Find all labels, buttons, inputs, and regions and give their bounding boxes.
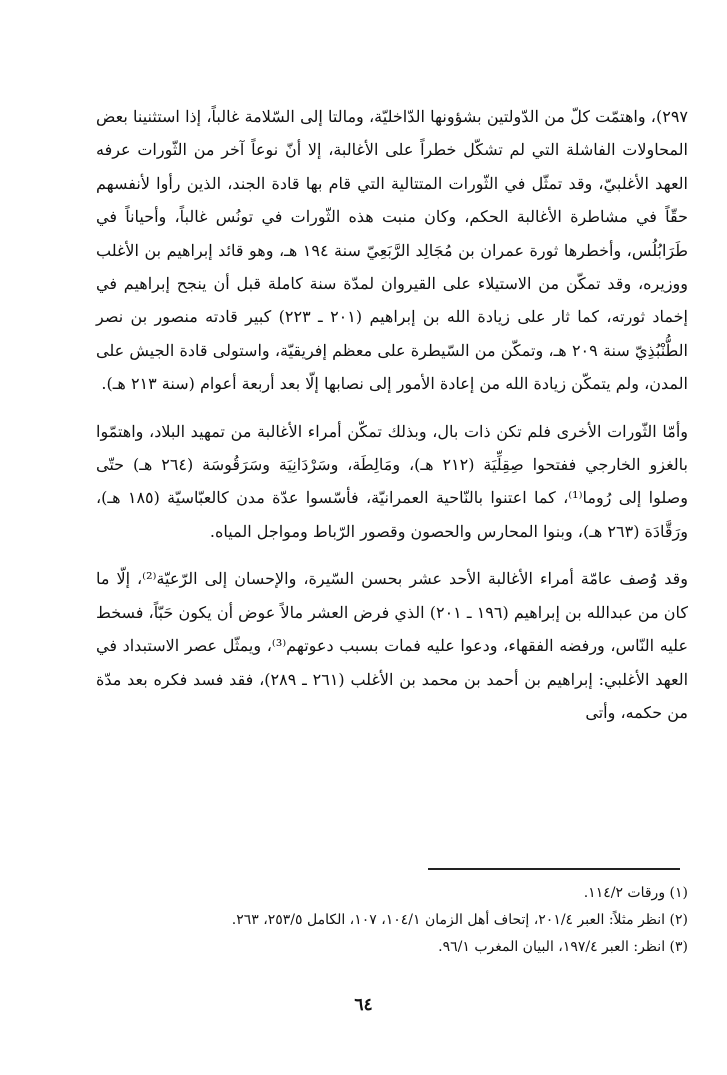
body-paragraph-1: ٢٩٧)، واهتمّت كلّ من الدّولتين بشؤونها الدّاخليّة، ومالتا إلى السّلامة غالباً، إذا استثنينا بعض المحاولات الفاشلة التي لم تشكّل خطراً على الأغالبة، إلا أنّ نوعاً آخر من الثّورات عرفه العهد الأغلبيّ، وقد تمثّل في الثّورات المتتالية التي قام بها قادة الجند، الذين رأوا لأنفسهم حقّاً في مشاطرة الأغالبة الحكم، وكان منبت هذه الثّورات في تونُس غالباً، وأحياناً في طَرَابُلُس، وأخطرها ثورة عمران بن مُجَالِد الرَّبَعِيّ سنة ١٩٤ هـ، وهو قائد إبراهيم بن الأغلب ووزيره، وقد تمكّن من الاستيلاء على القيروان لمدّة سنة كاملة قبل أن ينجح إبراهيم في إخماد ثورته، كما ثار على زيادة الله بن إبراهيم (٢٠١ ـ ٢٢٣) كبير قادته منصور بن نصر الطُّنْبُذِيّ سنة ٢٠٩ هـ، وتمكّن من السّيطرة على معظم إفريقيّة، واستولى قادة الجيش على المدن، ولم يتمكّن زيادة الله من إعادة الأمور إلى نصابها إلّا بعد أربعة أعوام (سنة ٢١٣ هـ). <box>96 107 689 394</box>
footnote-divider <box>428 868 680 870</box>
page-number: ٦٤ <box>354 995 373 1015</box>
footnote-3: (٣) انظر: العبر ١٩٧/٤، البيان المغرب ٩٦/١. <box>438 939 688 955</box>
footnote-2: (٢) انظر مثلاً: العبر ٢٠١/٤، إتحاف أهل الزمان ١٠٤/١، ١٠٧، الكامل ٢٥٣/٥، ٢٦٣. <box>231 912 688 928</box>
page-body <box>96 100 688 729</box>
footnote-1: (١) ورقات ١١٤/٢. <box>583 885 688 901</box>
body-paragraph-3: وقد وُصف عامّة أمراء الأغالبة الأحد عشر بحسن السّيرة، والإحسان إلى الرّعيّة⁽²⁾، إلّا ما كان من عبدالله بن إبراهيم (١٩٦ ـ ٢٠١) الذي فرض العشر مالاً عوض أن يكون حَبّاً، فسخط عليه النّاس، ورفضه الفقهاء، ودعوا عليه فمات بسبب دعوتهم⁽³⁾، ويمثّل عصر الاستبداد في العهد الأغلبي: إبراهيم بن أحمد بن محمد بن الأغلب (٢٦١ ـ ٢٨٩)، فقد فسد فكره بعد مدّة من حكمه، وأتى <box>96 569 689 722</box>
body-paragraph-2: وأمّا الثّورات الأخرى فلم تكن ذات بال، وبذلك تمكّن أمراء الأغالبة من تمهيد البلاد، واهتمّوا بالغزو الخارجي ففتحوا صِقِلِّيَة (٢١٢ هـ)، ومَالِطَة، وسَرْدَانِيَة وسَرَقُوسَة (٢٦٤ هـ) حتّى وصلوا إلى رُوما⁽¹⁾، كما اعتنوا بالنّاحية العمرانيّة، فأسّسوا عدّة مدن كالعبّاسيّة (١٨٥ هـ)، ورَقَّادَة (٢٦٣ هـ)، وبنوا المحارس والحصون وقصور الرّباط ومواجل المياه. <box>96 421 688 541</box>
footnotes-section <box>96 880 688 961</box>
